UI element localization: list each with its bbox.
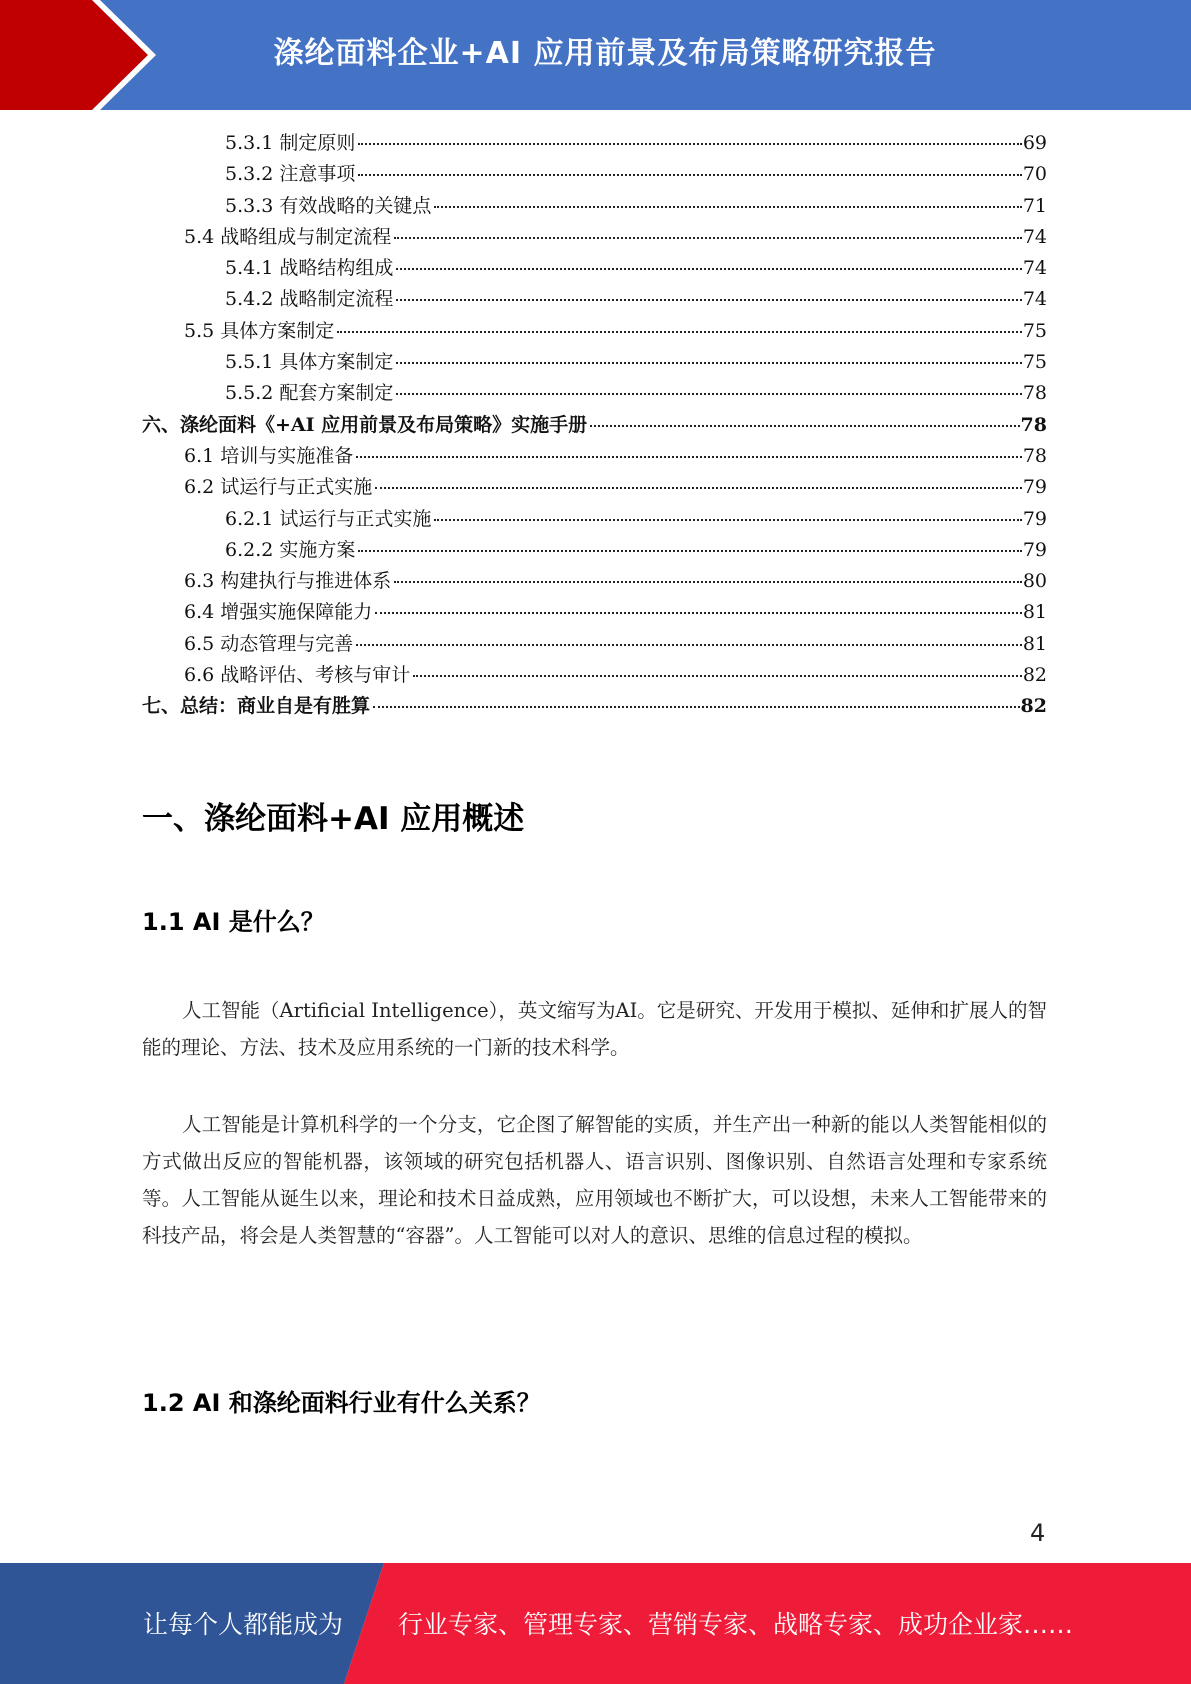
toc-entry-label: 5.4.1 战略结构组成	[225, 257, 394, 280]
toc-entry[interactable]	[142, 597, 1047, 628]
toc-entry[interactable]	[142, 566, 1047, 597]
toc-leader-dots	[396, 268, 1021, 270]
toc-entry-page: 79	[1022, 538, 1047, 561]
toc-entry[interactable]	[142, 284, 1047, 315]
toc-entry-label: 6.1 培训与实施准备	[184, 444, 354, 467]
toc-leader-dots	[396, 393, 1021, 395]
toc-entry[interactable]	[142, 441, 1047, 472]
toc-entry-page: 81	[1022, 601, 1047, 624]
toc-entry-page: 80	[1022, 570, 1047, 593]
toc-entry-page: 75	[1022, 351, 1047, 374]
toc-entry-page: 70	[1022, 163, 1047, 186]
footer-slogan-left: 让每个人都能成为	[143, 1610, 344, 1639]
footer-slogan-right: 行业专家、管理专家、营销专家、战略专家、成功企业家……	[398, 1610, 1074, 1639]
toc-entry[interactable]	[142, 128, 1047, 159]
toc-entry-label: 6.4 增强实施保障能力	[184, 601, 373, 624]
toc-entry-label: 6.2.2 实施方案	[225, 538, 356, 561]
toc-leader-dots	[375, 612, 1022, 614]
toc-leader-dots	[590, 425, 1019, 427]
toc-entry-label: 6.3 构建执行与推进体系	[184, 570, 392, 593]
toc-entry-label: 6.2.1 试运行与正式实施	[225, 507, 432, 530]
section-heading: 一、涤纶面料+AI 应用概述	[142, 801, 525, 837]
toc-entry-label: 6.5 动态管理与完善	[184, 632, 354, 655]
toc-entry[interactable]	[142, 347, 1047, 378]
toc-leader-dots	[358, 143, 1021, 145]
toc-leader-dots	[413, 675, 1022, 677]
toc-entry[interactable]	[142, 378, 1047, 409]
toc-leader-dots	[396, 362, 1021, 364]
toc-entry[interactable]	[142, 535, 1047, 566]
toc-leader-dots	[396, 299, 1021, 301]
toc-entry[interactable]	[142, 222, 1047, 253]
toc-entry-page: 74	[1022, 257, 1047, 280]
toc-entry-page: 78	[1020, 413, 1047, 436]
toc-entry-page: 82	[1022, 664, 1047, 687]
page-header	[0, 0, 1191, 110]
toc-entry-label: 5.5.1 具体方案制定	[225, 351, 394, 374]
toc-leader-dots	[356, 644, 1022, 646]
toc-entry-label: 6.2 试运行与正式实施	[184, 476, 373, 499]
subsection-heading-1-1: 1.1 AI 是什么？	[142, 908, 325, 936]
toc-entry[interactable]	[142, 316, 1047, 347]
toc-entry[interactable]	[142, 159, 1047, 190]
toc-leader-dots	[375, 487, 1022, 489]
toc-entry-page: 74	[1022, 225, 1047, 248]
toc-leader-dots	[394, 581, 1022, 583]
toc-leader-dots	[434, 206, 1021, 208]
toc-leader-dots	[337, 331, 1022, 333]
subsection-heading-1-2: 1.2 AI 和涤纶面料行业有什么关系？	[142, 1389, 541, 1417]
toc-entry-page: 78	[1022, 444, 1047, 467]
page-number: 4	[1030, 1519, 1046, 1547]
table-of-contents	[142, 128, 1047, 723]
toc-leader-dots	[358, 550, 1021, 552]
toc-entry[interactable]	[142, 629, 1047, 660]
toc-entry-page: 69	[1022, 132, 1047, 154]
toc-entry-label: 5.4 战略组成与制定流程	[184, 225, 392, 248]
paragraph-1: 人工智能（Artificial Intelligence），英文缩写为AI。它是研究、开发用于模拟、延伸和扩展人的智能的理论、方法、技术及应用系统的一门新的技术科学。	[142, 999, 1047, 1059]
toc-entry-label: 5.5.2 配套方案制定	[225, 382, 394, 405]
toc-entry-page: 79	[1022, 507, 1047, 530]
toc-leader-dots	[373, 706, 1020, 708]
toc-entry-label: 5.3.3 有效战略的关键点	[225, 194, 432, 217]
toc-leader-dots	[434, 519, 1021, 521]
toc-entry[interactable]	[142, 472, 1047, 503]
toc-entry-page: 74	[1022, 288, 1047, 311]
toc-entry[interactable]	[142, 410, 1047, 441]
page-footer	[0, 1563, 1191, 1684]
paragraph-2: 人工智能是计算机科学的一个分支，它企图了解智能的实质，并生产出一种新的能以人类智能相似的方式做出反应的智能机器，该领域的研究包括机器人、语言识别、图像识别、自然语言处理和专家系统等。人工智能从诞生以来，理论和技术日益成熟，应用领域也不断扩大，可以设想，未来人工智能带来的科技产品，将会是人类智慧的“容器”。人工智能可以对人的意识、思维的信息过程的模拟。	[142, 1113, 1047, 1247]
toc-entry-label: 5.4.2 战略制定流程	[225, 288, 394, 311]
toc-entry-page: 78	[1022, 382, 1047, 405]
toc-entry[interactable]	[142, 191, 1047, 222]
toc-entry-label: 6.6 战略评估、考核与审计	[184, 664, 411, 687]
toc-leader-dots	[356, 456, 1022, 458]
header-title: 涤纶面料企业+AI 应用前景及布局策略研究报告	[273, 36, 937, 71]
toc-entry-label: 5.3.2 注意事项	[225, 163, 356, 186]
toc-entry-page: 79	[1022, 476, 1047, 499]
toc-entry-page: 81	[1022, 632, 1047, 655]
toc-entry[interactable]	[142, 253, 1047, 284]
toc-entry-label: 六、涤纶面料《+AI 应用前景及布局策略》实施手册	[142, 413, 588, 436]
toc-entry[interactable]	[142, 504, 1047, 535]
toc-leader-dots	[358, 174, 1021, 176]
toc-entry-page: 82	[1020, 695, 1047, 718]
toc-entry[interactable]	[142, 691, 1047, 722]
toc-entry-label: 七、总结：商业自是有胜算	[142, 695, 371, 718]
toc-entry-page: 71	[1022, 194, 1047, 217]
toc-leader-dots	[394, 237, 1022, 239]
toc-entry-label: 5.5 具体方案制定	[184, 319, 335, 342]
toc-entry-page: 75	[1022, 319, 1047, 342]
toc-entry[interactable]	[142, 660, 1047, 691]
toc-entry-label: 5.3.1 制定原则	[225, 132, 356, 154]
